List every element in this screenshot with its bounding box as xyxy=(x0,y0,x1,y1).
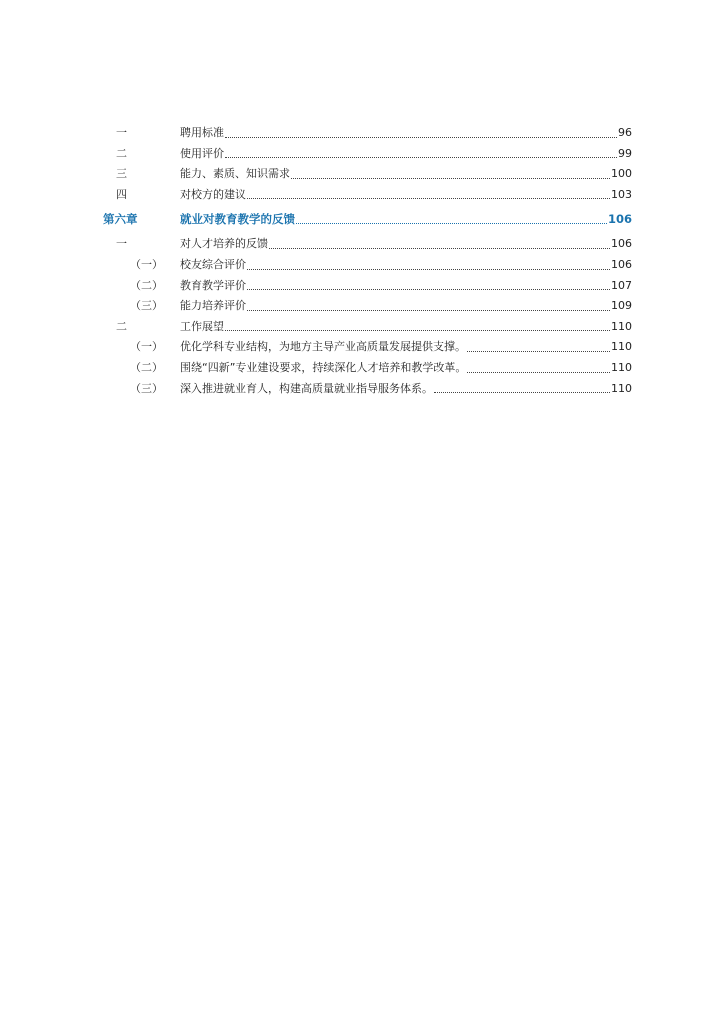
toc-entry-title: 对校方的建议 xyxy=(180,187,246,201)
toc-entry-number: 二 xyxy=(116,146,127,160)
toc-subentry[interactable] xyxy=(100,337,632,358)
toc-entry-page: 96 xyxy=(618,126,632,139)
toc-entry-page: 109 xyxy=(611,299,632,313)
toc-subentry[interactable] xyxy=(100,296,632,317)
toc-entry-number: （一） xyxy=(130,340,163,354)
toc-chapter-page: 106 xyxy=(607,212,632,227)
toc-entry-page: 110 xyxy=(611,319,632,333)
toc-entry-number: 三 xyxy=(116,167,127,181)
dot-leader xyxy=(247,310,610,311)
toc-entry[interactable] xyxy=(100,164,632,185)
toc-entry-title: 对人才培养的反馈 xyxy=(180,237,268,251)
toc-entry-number: （一） xyxy=(130,257,163,271)
toc-entry-number: 一 xyxy=(116,237,127,251)
dot-leader xyxy=(225,137,617,138)
toc-entry[interactable] xyxy=(100,317,632,338)
toc-entry-title: 教育教学评价 xyxy=(180,278,246,292)
toc-chapter-number: 第六章 xyxy=(103,212,138,227)
toc-entry-page: 106 xyxy=(611,257,632,271)
dot-leader xyxy=(291,178,610,179)
toc-entry-number: （三） xyxy=(130,299,163,313)
toc-entry-page: 106 xyxy=(611,237,632,251)
toc-entry-title: 校友综合评价 xyxy=(180,257,246,271)
toc-entry[interactable] xyxy=(100,234,632,255)
toc-entry[interactable] xyxy=(100,185,632,206)
toc-subentry[interactable] xyxy=(100,358,632,379)
dot-leader xyxy=(247,289,610,290)
toc-entry-page: 99 xyxy=(618,146,632,160)
toc-entry-number: （二） xyxy=(130,360,163,374)
dot-leader xyxy=(247,198,610,199)
toc-entry-title: 工作展望 xyxy=(180,319,224,333)
toc-entry-title: 能力、素质、知识需求 xyxy=(180,167,290,181)
toc-subentry[interactable] xyxy=(100,255,632,276)
toc-entry-number: 一 xyxy=(116,126,127,139)
toc-entry-title: 深入推进就业育人，构建高质量就业指导服务体系。 xyxy=(180,381,433,395)
toc-entry-page: 110 xyxy=(611,360,632,374)
toc-entry-number: 二 xyxy=(116,319,127,333)
dot-leader xyxy=(247,269,610,270)
toc-chapter-entry[interactable] xyxy=(100,205,632,233)
toc-entry-title: 能力培养评价 xyxy=(180,299,246,313)
toc-entry-page: 110 xyxy=(611,381,632,395)
toc-subentry[interactable] xyxy=(100,276,632,297)
table-of-contents xyxy=(100,123,632,399)
toc-entry-title: 聘用标准 xyxy=(180,126,224,139)
toc-entry[interactable] xyxy=(100,144,632,165)
toc-entry-number: 四 xyxy=(116,187,127,201)
toc-entry[interactable] xyxy=(100,123,632,144)
toc-subentry[interactable] xyxy=(100,379,632,400)
dot-leader xyxy=(467,372,610,373)
dot-leader xyxy=(296,223,607,224)
toc-entry-page: 110 xyxy=(611,340,632,354)
toc-entry-page: 100 xyxy=(611,167,632,181)
toc-entry-title: 围绕“四新”专业建设要求，持续深化人才培养和教学改革。 xyxy=(180,360,467,374)
toc-entry-page: 103 xyxy=(611,187,632,201)
dot-leader xyxy=(269,248,610,249)
dot-leader xyxy=(467,351,610,352)
toc-entry-number: （三） xyxy=(130,381,163,395)
dot-leader xyxy=(434,392,610,393)
dot-leader xyxy=(225,330,610,331)
toc-entry-page: 107 xyxy=(611,278,632,292)
toc-chapter-title: 就业对教育教学的反馈 xyxy=(180,212,295,227)
dot-leader xyxy=(225,157,617,158)
toc-entry-title: 优化学科专业结构，为地方主导产业高质量发展提供支撑。 xyxy=(180,340,466,354)
toc-entry-title: 使用评价 xyxy=(180,146,224,160)
toc-entry-number: （二） xyxy=(130,278,163,292)
